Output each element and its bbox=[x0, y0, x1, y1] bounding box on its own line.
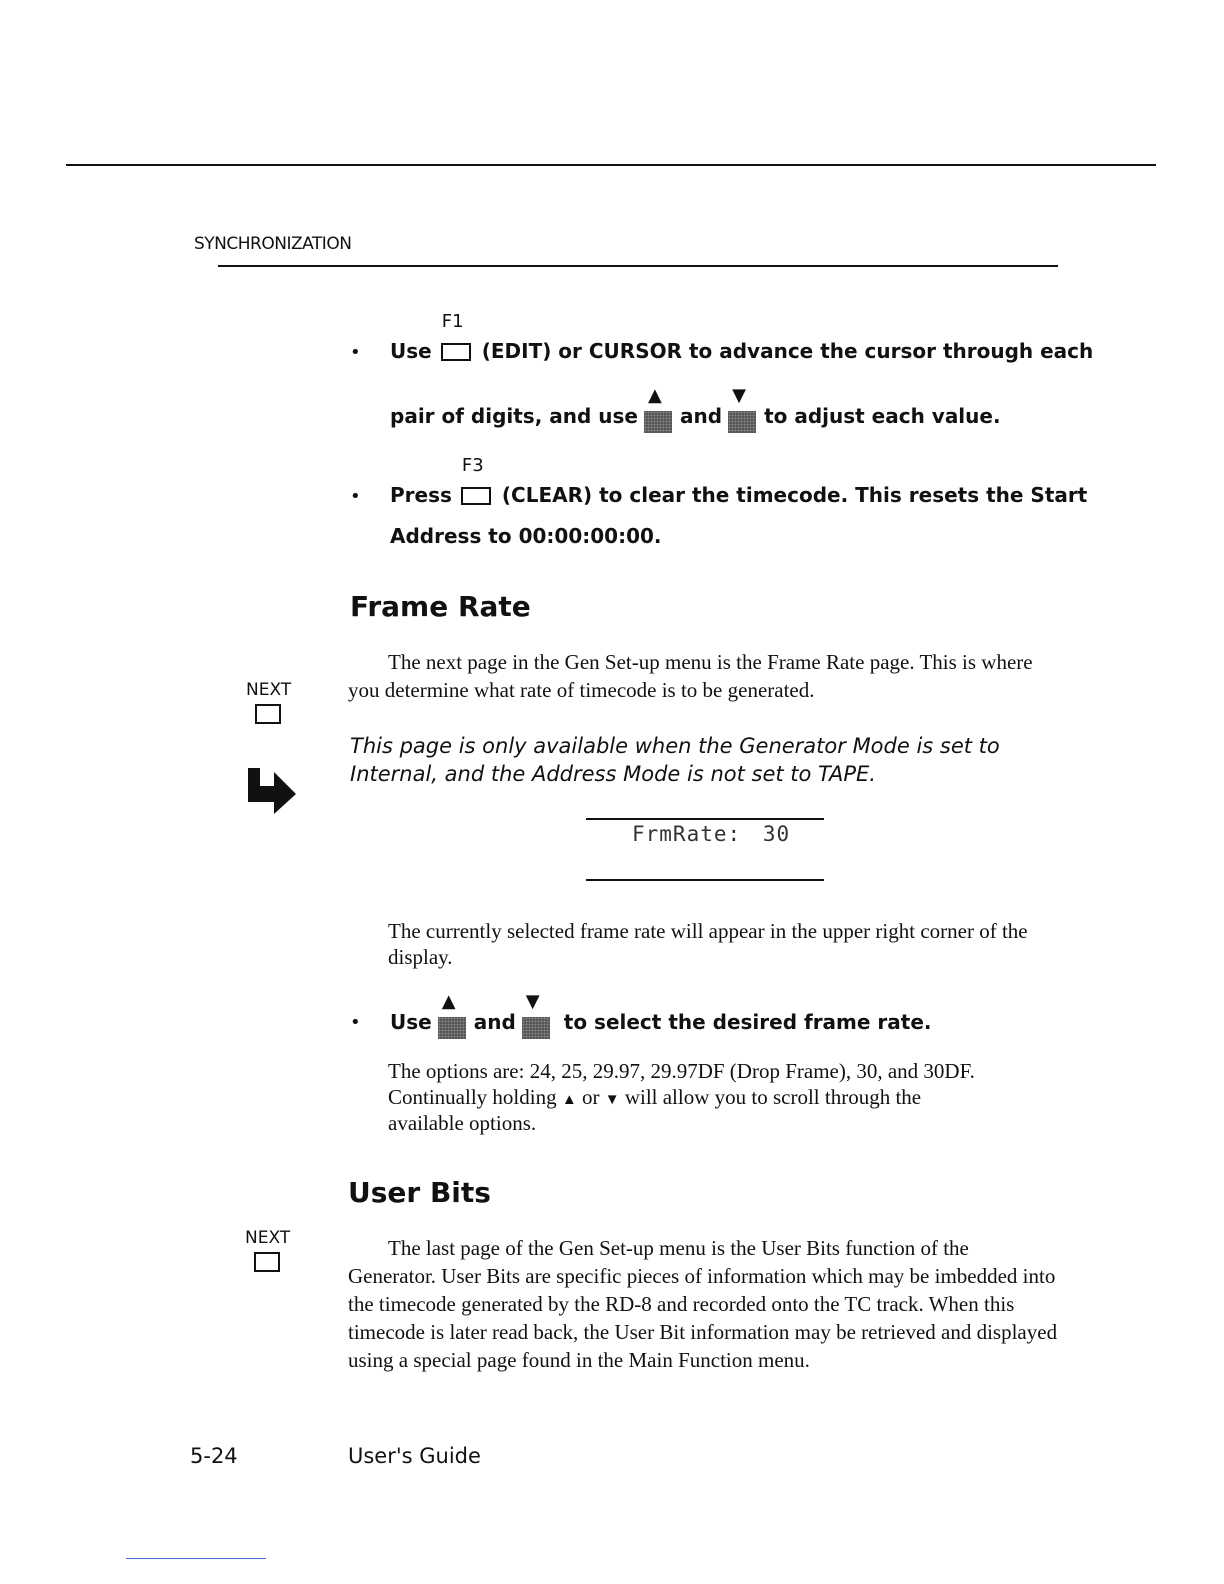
frame-rate-note-line-1: This page is only available when the Generator Mode is set to bbox=[350, 734, 1000, 758]
bullet-2-press: Press bbox=[390, 483, 452, 507]
down-triangle-icon: ▼ bbox=[604, 1092, 620, 1108]
user-bits-para: The last page of the Gen Set-up menu is the User Bits function of the Generator. User Bits are specific pieces of information which may be imbedded into the timecode generated by the RD-8 and recorded onto the TC track. When this timecode is later read back, the User Bit information may be retrieved and displayed using a special page found in the Main Function menu. bbox=[348, 1236, 1058, 1372]
bullet-2-rest: (CLEAR) to clear the timecode. This resets the Start bbox=[501, 483, 1088, 507]
options-line2-or: or bbox=[581, 1085, 600, 1109]
bullet-1-end: to adjust each value. bbox=[764, 404, 1001, 428]
frame-rate-heading: Frame Rate bbox=[350, 590, 531, 623]
frame-rate-bullet bbox=[390, 991, 932, 1039]
display-top-rule bbox=[586, 818, 824, 820]
next-key-icon bbox=[255, 704, 281, 724]
up-arrow-key-icon: ▲ bbox=[642, 403, 676, 433]
guide-title: User's Guide bbox=[348, 1444, 481, 1468]
user-bits-heading: User Bits bbox=[348, 1176, 491, 1209]
bottom-blue-rule bbox=[126, 1558, 266, 1559]
frame-rate-display bbox=[632, 822, 790, 846]
options-line2-a: Continually holding bbox=[388, 1085, 557, 1109]
bullet-dot: • bbox=[350, 486, 361, 507]
f1-key-icon bbox=[438, 311, 476, 363]
up-arrow-key-icon: ▲ bbox=[436, 1009, 470, 1039]
f3-key-label: F3 bbox=[461, 455, 484, 476]
arrow-right-icon bbox=[246, 764, 298, 816]
page-number: 5-24 bbox=[190, 1444, 238, 1468]
bullet-1-line2-start: pair of digits, and use bbox=[390, 404, 638, 428]
bullet-1-use: Use bbox=[390, 339, 432, 363]
bullet-2-line-1 bbox=[390, 455, 1088, 507]
header-rule bbox=[218, 265, 1058, 267]
bullet-dot: • bbox=[350, 1012, 361, 1033]
top-rule bbox=[66, 164, 1156, 166]
frame-rate-bullet-end: to select the desired frame rate. bbox=[563, 1010, 932, 1034]
next-label: NEXT bbox=[246, 680, 292, 700]
next-key-icon bbox=[254, 1252, 280, 1272]
frame-rate-bullet-and: and bbox=[473, 1010, 516, 1034]
down-arrow-key-icon: ▼ bbox=[726, 403, 760, 433]
options-line-2 bbox=[388, 1084, 921, 1113]
options-line-1: The options are: 24, 25, 29.97, 29.97DF (Drop Frame), 30, and 30DF. bbox=[388, 1059, 975, 1083]
bullet-1-line-1 bbox=[390, 311, 1094, 363]
frame-rate-para-2: The currently selected frame rate will appear in the upper right corner of the display. bbox=[388, 919, 1028, 969]
bullet-2-line-2: Address to 00:00:00:00. bbox=[390, 524, 662, 548]
options-line2-b: will allow you to scroll through the bbox=[624, 1085, 922, 1109]
bullet-1-rest: (EDIT) or CURSOR to advance the cursor through each bbox=[481, 339, 1094, 363]
next-label: NEXT bbox=[245, 1228, 291, 1248]
frame-rate-note-line-2: Internal, and the Address Mode is not set to TAPE. bbox=[350, 762, 876, 786]
section-title: SYNCHRONIZATION bbox=[194, 234, 352, 254]
frame-rate-bullet-use: Use bbox=[390, 1010, 432, 1034]
bullet-1-line-2 bbox=[390, 385, 1001, 433]
bullet-1-and: and bbox=[680, 404, 723, 428]
display-bottom-rule bbox=[586, 879, 824, 881]
display-label: FrmRate: bbox=[632, 822, 742, 846]
f3-key-icon bbox=[458, 455, 496, 507]
f1-key-label: F1 bbox=[441, 311, 464, 332]
bullet-dot: • bbox=[350, 342, 361, 363]
frame-rate-para-1: The next page in the Gen Set-up menu is the Frame Rate page. This is where you determine what rate of timecode is to be generated. bbox=[348, 650, 1033, 702]
display-value: 30 bbox=[762, 822, 791, 846]
options-line-3: available options. bbox=[388, 1111, 537, 1135]
up-triangle-icon: ▲ bbox=[561, 1092, 577, 1108]
down-arrow-key-icon: ▼ bbox=[520, 1009, 554, 1039]
